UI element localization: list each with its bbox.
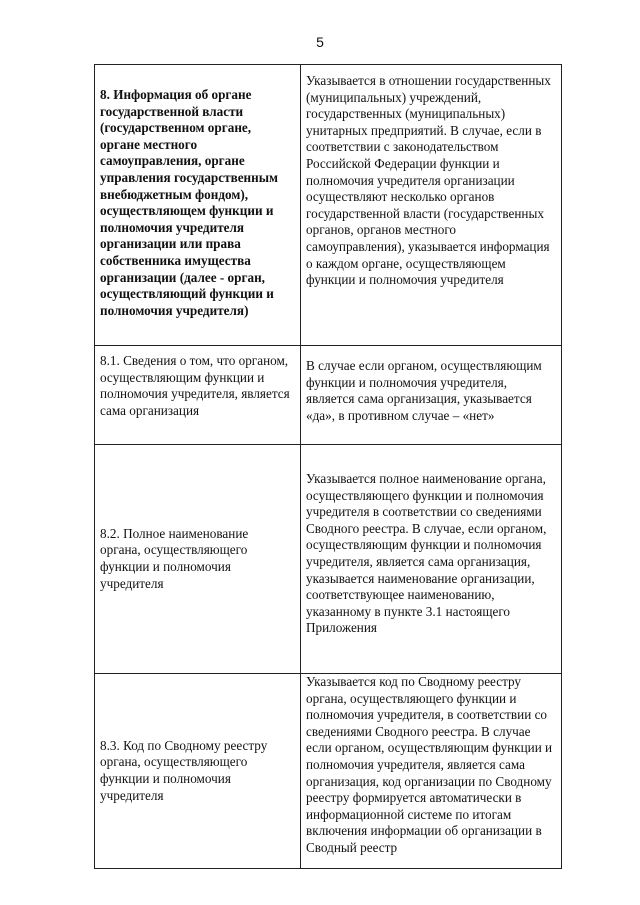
requirements-table: [94, 64, 562, 869]
field-description-cell: В случае если органом, осуществляющим функции и полномочия учредителя, является сама организация, указывается «да», в противном случае – «нет»: [301, 346, 562, 445]
field-name-cell: 8.3. Код по Сводному реестру органа, осуществляющего функции и полномочия учредителя: [95, 674, 301, 869]
table-row: [95, 674, 562, 869]
field-description-cell: Указывается в отношении государственных (муниципальных) учреждений, государственных (муниципальных) унитарных предприятий. В случае, если в соответствии с законодательством Российской Федерации функции и полномочия учредителя организации осуществляют несколько органов государственной власти (государственных органов, органов местного самоуправления), указывается информация о каждом органе, осуществляющем функции и полномочия учредителя: [301, 65, 562, 346]
field-name-cell: 8.2. Полное наименование органа, осуществляющего функции и полномочия учредителя: [95, 445, 301, 674]
table-row: [95, 445, 562, 674]
field-description-cell: Указывается полное наименование органа, осуществляющего функции и полномочия учредителя в соответствии со сведениями Сводного реестра. В случае, если органом, осуществляющим функции и полномочия учредителя, является сама организация, указывается наименование организации, соответствующее наименованию, указанному в пункте 3.1 настоящего Приложения: [301, 445, 562, 674]
field-description-cell: Указывается код по Сводному реестру органа, осуществляющего функции и полномочия учредителя, в соответствии со сведениями Сводного реестра. В случае если органом, осуществляющим функции и полномочия учредителя, является сама организация, код организации по Сводному реестру формируется автоматически в информационной системе по итогам включения информации об организации в Сводный реестр: [301, 674, 562, 869]
table-row: [95, 346, 562, 445]
page-number: 5: [316, 34, 324, 50]
field-name-cell: 8. Информация об органе государственной власти (государственном органе, органе местного самоуправления, органе управления государственным внебюджетным фондом), осуществляющем функции и полномочия учредителя организации или права собственника имущества организации (далее - орган, осуществляющий функции и полномочия учредителя): [95, 65, 301, 346]
table-row: [95, 65, 562, 346]
field-name-cell: 8.1. Сведения о том, что органом, осуществляющим функции и полномочия учредителя, является сама организация: [95, 346, 301, 445]
